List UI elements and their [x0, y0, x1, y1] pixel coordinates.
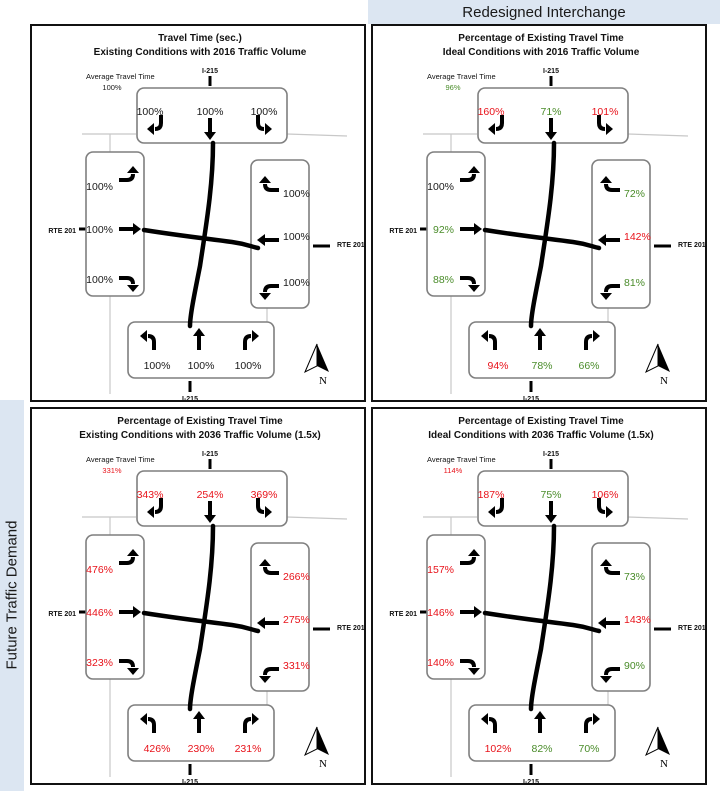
west-left-travel-time: 157% — [427, 564, 454, 576]
north-right-travel-time: 231% — [234, 743, 262, 755]
east-thru-travel-time: 275% — [283, 614, 310, 626]
north-arrow-letter: N — [660, 375, 668, 387]
panel-ideal-2016 — [371, 24, 707, 402]
north-right-travel-time: 66% — [578, 360, 600, 372]
road-label-west: RTE 201 — [389, 611, 417, 618]
west-left-travel-time: 100% — [427, 181, 454, 193]
road-label-west: RTE 201 — [389, 228, 417, 235]
road-label-north: I-215 — [543, 451, 559, 458]
panel-title: Travel Time (sec.) — [158, 33, 242, 44]
west-left-travel-time: 476% — [86, 564, 113, 576]
north-thru-travel-time: 230% — [187, 743, 215, 755]
south-left-travel-time: 160% — [477, 106, 505, 118]
panel-ideal-2036 — [371, 407, 707, 785]
intersection-diagram — [373, 26, 709, 404]
north-arrow-icon — [646, 727, 670, 770]
panel-subtitle: Ideal Conditions with 2036 Traffic Volume (1.5x) — [428, 430, 654, 441]
east-left-travel-time: 331% — [283, 660, 310, 672]
future-traffic-demand-band — [0, 400, 24, 791]
panel-title: Percentage of Existing Travel Time — [117, 416, 283, 427]
west-thru-travel-time: 92% — [432, 224, 454, 236]
west-thru-travel-time: 446% — [86, 607, 113, 619]
average-travel-time-value: 114% — [443, 466, 463, 475]
north-left-travel-time: 426% — [143, 743, 171, 755]
south-thru-travel-time: 254% — [196, 489, 224, 501]
south-left-travel-time: 100% — [136, 106, 164, 118]
average-travel-time-label: Average Travel Time — [86, 455, 155, 464]
average-travel-time-label: Average Travel Time — [86, 72, 155, 81]
east-left-travel-time: 90% — [624, 660, 646, 672]
intersection-diagram — [373, 409, 709, 787]
south-thru-travel-time: 71% — [540, 106, 562, 118]
west-thru-travel-time: 146% — [427, 607, 454, 619]
north-thru-travel-time: 78% — [531, 360, 553, 372]
i-215-highway — [190, 143, 213, 326]
road-label-north: I-215 — [543, 68, 559, 75]
west-left-travel-time: 100% — [86, 181, 113, 193]
road-label-south: I-215 — [523, 396, 539, 403]
north-arrow-icon — [305, 727, 329, 770]
south-thru-travel-time: 75% — [540, 489, 562, 501]
west-right-travel-time: 140% — [427, 657, 454, 669]
road-label-east: RTE 201 — [678, 242, 706, 249]
intersection-diagram — [32, 409, 368, 787]
panel-existing-2036 — [30, 407, 366, 785]
west-right-travel-time: 100% — [86, 274, 113, 286]
north-arrow-letter: N — [319, 375, 327, 387]
north-right-travel-time: 70% — [578, 743, 600, 755]
panel-subtitle: Ideal Conditions with 2016 Traffic Volume — [442, 47, 640, 58]
north-thru-travel-time: 100% — [187, 360, 215, 372]
average-travel-time-label: Average Travel Time — [427, 72, 496, 81]
south-right-travel-time: 100% — [250, 106, 278, 118]
road-label-west: RTE 201 — [48, 228, 76, 235]
north-left-travel-time: 102% — [484, 743, 512, 755]
east-right-travel-time: 100% — [283, 188, 310, 200]
road-label-east: RTE 201 — [678, 625, 706, 632]
average-travel-time-value: 331% — [102, 466, 122, 475]
north-thru-travel-time: 82% — [531, 743, 553, 755]
north-arrow-letter: N — [660, 758, 668, 770]
east-right-travel-time: 73% — [624, 571, 646, 583]
redesigned-interchange-header: Redesigned Interchange — [368, 0, 720, 24]
east-right-travel-time: 72% — [624, 188, 646, 200]
intersection-diagram — [32, 26, 368, 404]
north-right-travel-time: 100% — [234, 360, 262, 372]
panel-existing-2016 — [30, 24, 366, 402]
average-travel-time-label: Average Travel Time — [427, 455, 496, 464]
east-left-travel-time: 100% — [283, 277, 310, 289]
road-label-east: RTE 201 — [337, 242, 365, 249]
road-label-north: I-215 — [202, 451, 218, 458]
north-arrow-letter: N — [319, 758, 327, 770]
south-right-travel-time: 106% — [591, 489, 619, 501]
i-215-highway — [531, 526, 554, 709]
west-right-travel-time: 88% — [432, 274, 454, 286]
road-label-north: I-215 — [202, 68, 218, 75]
south-right-travel-time: 101% — [591, 106, 619, 118]
south-thru-travel-time: 100% — [196, 106, 224, 118]
north-arrow-icon — [305, 344, 329, 387]
future-traffic-demand-label: Future Traffic Demand — [3, 520, 21, 670]
north-left-travel-time: 94% — [487, 360, 509, 372]
south-right-travel-time: 369% — [250, 489, 278, 501]
road-label-south: I-215 — [182, 779, 198, 786]
average-travel-time-value: 96% — [445, 83, 461, 92]
panel-subtitle: Existing Conditions with 2016 Traffic Volume — [93, 47, 307, 58]
average-travel-time-value: 100% — [102, 83, 122, 92]
south-left-travel-time: 343% — [136, 489, 164, 501]
panel-title: Percentage of Existing Travel Time — [458, 33, 624, 44]
road-label-south: I-215 — [182, 396, 198, 403]
panel-title: Percentage of Existing Travel Time — [458, 416, 624, 427]
east-left-travel-time: 81% — [624, 277, 646, 289]
i-215-highway — [531, 143, 554, 326]
i-215-highway — [190, 526, 213, 709]
south-left-travel-time: 187% — [477, 489, 505, 501]
road-label-south: I-215 — [523, 779, 539, 786]
road-label-west: RTE 201 — [48, 611, 76, 618]
east-right-travel-time: 266% — [283, 571, 310, 583]
west-right-travel-time: 323% — [86, 657, 113, 669]
west-thru-travel-time: 100% — [86, 224, 113, 236]
north-arrow-icon — [646, 344, 670, 387]
north-left-travel-time: 100% — [143, 360, 171, 372]
east-thru-travel-time: 142% — [624, 231, 651, 243]
panel-subtitle: Existing Conditions with 2036 Traffic Volume (1.5x) — [79, 430, 321, 441]
east-thru-travel-time: 100% — [283, 231, 310, 243]
east-thru-travel-time: 143% — [624, 614, 651, 626]
road-label-east: RTE 201 — [337, 625, 365, 632]
